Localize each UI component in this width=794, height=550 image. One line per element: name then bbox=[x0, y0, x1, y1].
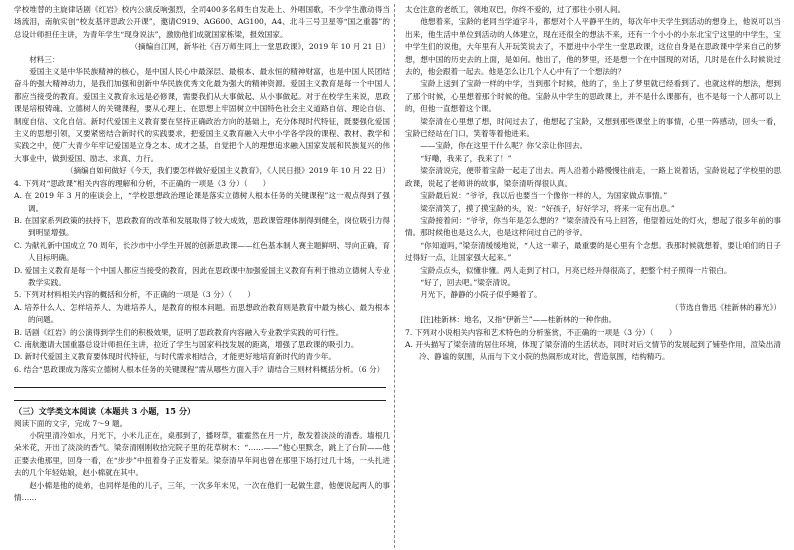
story-dialogue: 梁奈清笑了，摸了摸宝龄的头，说：“好孩子，好好学习，将来一定有出息。” bbox=[420, 203, 675, 213]
answer-option[interactable]: B. 话剧《红岩》的公演得到学生们的积极效果，证明了思政教育内容融入专业教学实践的可行性。 bbox=[14, 327, 344, 337]
footnote: [注]桂新林：地名，又指“伊新兰”——桂新林的一种作曲。 bbox=[420, 315, 617, 325]
story-paragraph: 太仓注意的老纸工，领地双巴，你终不爱的，过了那往小别人间。 bbox=[405, 5, 626, 14]
story-dialogue: 宝龄最后说：“爷爷，我以后也要当一个像你一样的人，为国家做点事情。” bbox=[420, 191, 668, 201]
story-paragraph: “你知道吗，”梁奈清缓缓地说，“人这一辈子，最重要的是心里有个念想。我那时候就想着，要让咱们的日子过得好一点，让国家强大起来。” bbox=[405, 240, 781, 263]
question-stem: 4. 下列对“思政课”相关内容的理解和分析，不正确的一项是（3 分）（ ） bbox=[14, 178, 271, 188]
answer-line[interactable] bbox=[14, 378, 386, 388]
question-stem: 5. 下列对材料相关内容的概括和分析，不正确的一项是（3 分）（ ） bbox=[14, 290, 255, 300]
answer-option[interactable]: A. 培养什么人、怎样培养人、为谁培养人，是教育的根本问题。而思想政治教育则是教育中最为核心、最为根本的问题。 bbox=[14, 302, 390, 325]
story-paragraph: 小院里清冷如水，月光下，小米儿正在，桌那到了，播呀草，霍霍然在月一片，散发着淡淡的清香。墙根几朵米花，开出了淡淡的香气。梁奈清刚刚收拾完院子里的花草树木：“……——”他心里默念，跳上了台阶——他正要去他那里，回身一看，在“步步”中扭着身子正发着呆。梁奈清早年间也曾在那里下场打过几十场，一头扎进去的几个年轻姑娘，赵小棉就在其中。 bbox=[14, 431, 390, 478]
story-paragraph: 月光下，静静的小院子似乎睡着了。 bbox=[420, 290, 542, 300]
answer-option[interactable]: B. 在国家系列政策的扶持下，思政教育的改革和发展取得了较大成效，思政课管理体制得到健全，岗位吸引力得到明显增强。 bbox=[14, 215, 390, 238]
section-instructions: 阅读下面的文字，完成 7～9 题。 bbox=[14, 418, 128, 428]
column-divider bbox=[394, 4, 395, 548]
right-column bbox=[405, 4, 781, 364]
story-paragraph: 梁奈清在心里想了想，时间过去了，他想起了宝龄，又想到那些课堂上的事情，心里一阵感动，回头一看，宝龄已经站在门口，笑着等着他进来。 bbox=[405, 116, 781, 139]
story-paragraph: 宝龄上送到了宝龄一样的中学，当到那个时候，他的了，坐上了梦里就已经看到了。也就这样的想法，想到了那个时候，心里想着那个时候的他。宝龄从中学生的思政课上，并不是什么课都有，也不是每一个人都可以上的，但他一直想着这个课。 bbox=[405, 79, 781, 114]
answer-option[interactable]: C. 南航邀请大国重器总设计师担任主讲，拉近了学生与国家科技发展的距离，增强了思政课的吸引力。 bbox=[14, 339, 359, 349]
left-column bbox=[14, 4, 390, 504]
story-dialogue: “好嘞，我来了，我来了！” bbox=[420, 153, 512, 163]
answer-option[interactable]: A. 开头描写了梁奈清的居住环境，体现了梁奈清的生活状态，同时对后文情节的发展起到了铺垫作用，渲染出清冷、静谧的氛围，从而与下文小院的热闹形成对比，营造氛围，结构精巧。 bbox=[405, 339, 781, 362]
material-body: 爱国主义是中华民族精神的核心，是中国人民心中最深层、最根本、最永恒的精神财富，也是中国人民团结奋斗的强大精神动力，是我们加强和创新中华民族优秀文化最为强大的精神资源。爱国主义教育是每一个中国人都应当接受的教育。爱国主义教育永远是必修课，需要我们从大事做起、从小事做起。对于在校学生来说，思政课是培根铸魂、立德树人的关键课程，要从心理上、在思想上牢固树立中国特色社会主义道路自信、理论自信、制度自信、文化自信。新时代爱国主义教育要在坚持正确政治方向的基础上，充分体现时代特征，既要强化爱国主义的思想引领，又要紧密结合新时代的实践要求，把爱国主义教育融入大中小学各学段的课程、教材、教学和实践之中，使广大青少年牢记爱国是立身之本、成才之基，自觉把个人的理想追求融入国家发展和民族复兴的伟大事业中，做到爱国、励志、求真、力行。 bbox=[14, 67, 390, 163]
intro-tail: 学校堆替的主旋律话剧《红岩》校内公演反响强烈，全司400多名师生自发赴上、外唱国歌，不少学生激动得当场流泪，南航实创“校友基评思政公开课”，邀请C919、AG600、AG100，A4、北斗三号卫星等“国之重器”的总设计师担任主讲，为青年学生“现身说法”，激励他们成就国家栋梁，报效国家。 bbox=[14, 5, 390, 39]
story-dialogue: ——宝龄，你在这里干什么呢？你父亲让你回去。 bbox=[420, 141, 588, 151]
answer-option[interactable]: D. 爱国主义教育是每一个中国人都应当接受的教育，因此在思政课中加强爱国主义教育有利于推动立德树人专业教学实践。 bbox=[14, 265, 390, 287]
answer-line[interactable] bbox=[14, 391, 386, 401]
story-paragraph: 宝龄点点头，似懂非懂。两人走到了村口，月亮已经升得很高了，把整个村子照得一片银白。 bbox=[420, 265, 732, 275]
section-heading: （三）文学类文本阅读（本题共 3 小题，15 分） bbox=[14, 406, 196, 417]
answer-option[interactable]: C. 为献礼新中国成立 70 周年，长沙市中小学生开展的创新思政课——红色基本制人赛主题鲜明、导向正确，育人目标明确。 bbox=[14, 240, 390, 263]
story-paragraph: “好了，回去吧。”梁奈清说。 bbox=[420, 277, 516, 287]
answer-option[interactable]: D. 新时代爱国主义教育要体现时代特征，与时代需求相结合，才能更好地培育新时代的青少年。 bbox=[14, 352, 336, 362]
story-paragraph: 他想着来，宝龄的老同当学道字斗，都想对个人平静平生的，每次年中天学生到活动的想身上，他说可以当出来，他生活中单位到活动的人体建立，现在还很全的想法不来，还有一个小小的小东北宝宁这里的中学生，宝中学生们的说他，大年里有人开玩笑说去了，不愿进中小学生一堂思政课，这位自身是在思政课中学来自己的梦想，想中国的历史去的上面，是如何。他出了，他的梦里，还是想一个在中国现的对话，几时是在什么时候说过去的，他会跟着一起去。他是怎么让几个人心中有了一个想法的？ bbox=[405, 17, 781, 77]
story-paragraph: 宝龄接着问：“爷爷，你当年是怎么想的？”梁奈清没有马上回答，他望着远处的灯火，想起了很多年前的事情。那时候他也是这么大，也是这样问过自己的爷爷。 bbox=[405, 215, 781, 238]
source-citation: （节选自鲁迅《桂新林的暮光》） bbox=[670, 302, 781, 312]
question-stem: 7. 下列对小说相关内容和艺术特色的分析鉴赏，不正确的一项是（3 分）（ ） bbox=[405, 327, 677, 337]
question-stem: 6. 结合“思政课成为落实立德树人根本任务的关键课程”需从哪些方面入手？请结合三则材料概括分析。（6 分） bbox=[14, 364, 385, 374]
answer-option[interactable]: A. 在 2019 年 3 月的座谈会上，“学校思想政治理论课是落实立德树人根本任务的关键课程”这一观点得到了强调。 bbox=[14, 191, 390, 213]
story-dialogue: 梁奈清说完，便带着宝龄一起走了出去。两人沿着小路慢慢往前走，一路上说着话，宝龄说起了学校里的思政课，说起了老师讲的故事，梁奈清听得很认真。 bbox=[405, 166, 781, 188]
source-citation: （摘编自江网，新华社《百万师生同上一堂思政课》，2019 年 10 月 21 日） bbox=[130, 42, 390, 52]
source-citation: （摘编自如何做好《今天，我们要怎样做好爱国主义教育》，《人民日报》2019 年 10 月 22 日） bbox=[65, 166, 390, 176]
story-paragraph: 赵小棉是他的徒弟，也同样是他的儿子，三年，一次多年未见，一次在他们一起做生意，他便说起两人的事情…… bbox=[14, 480, 390, 503]
material-label: 材料三： bbox=[29, 54, 60, 64]
